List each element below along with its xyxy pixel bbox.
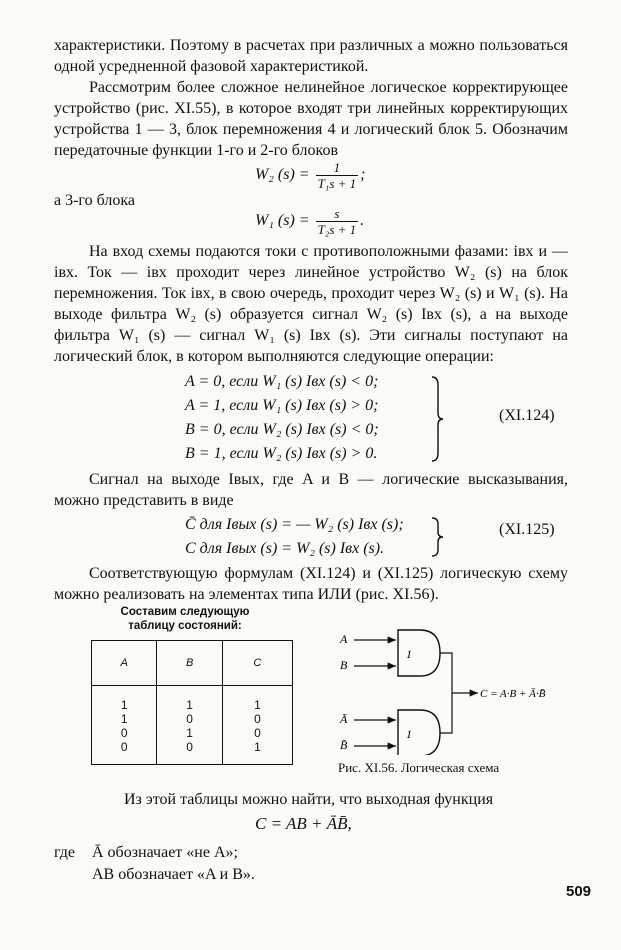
table-cell: 0	[157, 712, 222, 726]
or-gate-2	[398, 710, 440, 755]
paragraph-5: Соответствующую формулам (XI.124) и (XI.125) логическую схему можно реализовать на элементах типа ИЛИ (рис. XI.56).	[54, 565, 568, 603]
table-cell: 0	[157, 740, 222, 765]
table-cell: 1	[92, 712, 157, 726]
table-cell: 1	[157, 726, 222, 740]
gate-1-label: 1	[406, 647, 412, 661]
table-cell: 0	[222, 712, 292, 726]
input-a-label: A	[340, 632, 348, 646]
third-block-text: а 3-го блока	[54, 192, 135, 209]
equation-number-125: (XI.125)	[499, 521, 555, 538]
paragraph-4: Сигнал на выходе Iвых, где A и B — логические высказывания, можно представить в виде	[54, 471, 568, 509]
system1-line: A = 0, если W₁ (s) Iвх (s) < 0;	[185, 373, 379, 390]
where-label: где	[54, 844, 76, 861]
input-b-label: B	[340, 658, 348, 672]
state-table	[91, 640, 293, 765]
logic-diagram	[330, 625, 560, 755]
system2-line: C для Iвых (s) = W₂ (s) Iвх (s).	[185, 540, 385, 557]
definition-not-a: Ā обозначает «не A»;	[92, 844, 238, 861]
table-row	[92, 712, 293, 726]
system1-line: B = 0, если W₂ (s) Iвх (s) < 0;	[185, 421, 379, 438]
table-cell: 0	[92, 740, 157, 765]
equation-c: C = AB + ĀB̄,	[255, 814, 352, 833]
table-cell: 0	[92, 726, 157, 740]
gate-2-label: 1	[406, 727, 412, 741]
right-brace	[430, 375, 444, 463]
table-cell: 1	[222, 686, 292, 713]
definition-a-and-b: AB обозначает «A и B».	[92, 866, 255, 883]
paragraph-6: Из этой таблицы можно найти, что выходная функция	[124, 791, 494, 808]
table-cell: 1	[222, 740, 292, 765]
equation-w1: W₁ (s) = $\frac{s}{\text{T₂s + 1}}$ .	[255, 206, 365, 237]
or-gate-1	[398, 630, 440, 676]
table-cell: 0	[222, 726, 292, 740]
output-label: C = A·B + Ā·B̄	[480, 688, 546, 700]
table-cell: 1	[157, 686, 222, 713]
input-not-b-label: B̄	[340, 738, 348, 752]
paragraph-1: характеристики. Поэтому в расчетах при различных a можно пользоваться одной усредненной фазовой характеристикой.	[54, 37, 568, 75]
equation-w2: W₂ (s) = $\frac{1}{\text{T₁s + 1}}$ ;	[255, 160, 366, 191]
table-cell: 1	[92, 686, 157, 713]
wire-join	[440, 653, 478, 733]
table-caption: Составим следующую таблицу состояний:	[120, 606, 250, 632]
figure-caption: Рис. XI.56. Логическая схема	[338, 760, 500, 775]
system1-line: B = 1, если W₂ (s) Iвх (s) > 0.	[185, 445, 378, 462]
table-row	[92, 726, 293, 740]
system2-line: C̄ для Iвых (s) = — W₂ (s) Iвх (s);	[185, 516, 404, 533]
table-row	[92, 740, 293, 765]
table-row	[92, 686, 293, 713]
paragraph-3: На вход схемы подаются токи с противоположными фазами: iвх и — iвх. Ток — iвх проходит через линейное устройство W₂ (s) на блок перемножения. Ток iвх, в свою очередь, проходит через W₂ (s) и W₁ (s). На выходе фильтра W₂ (s) образуется сигнал W₂ (s) Iвх (s), а на выходе фильтра W₁ (s) — сигнал W₁ (s) Iвх (s). Эти сигналы поступают на логический блок, в котором выполняются следующие операции:	[54, 243, 568, 365]
input-not-a-label: Ā	[340, 712, 348, 726]
table-header-a: A	[92, 641, 157, 686]
table-header-b: B	[157, 641, 222, 686]
right-brace	[430, 516, 444, 558]
table-header-c: C	[222, 641, 292, 686]
paragraph-2: Рассмотрим более сложное нелинейное логическое корректирующее устройство (рис. XI.55), в которое входят три линейных корректирующих устройства 1 — 3, блок перемножения 4 и логический блок 5. Обозначим передаточные функции 1-го и 2-го блоков	[54, 79, 568, 159]
system1-line: A = 1, если W₁ (s) Iвх (s) > 0;	[185, 397, 379, 414]
page-number: 509	[566, 883, 592, 900]
equation-number-124: (XI.124)	[499, 407, 555, 424]
